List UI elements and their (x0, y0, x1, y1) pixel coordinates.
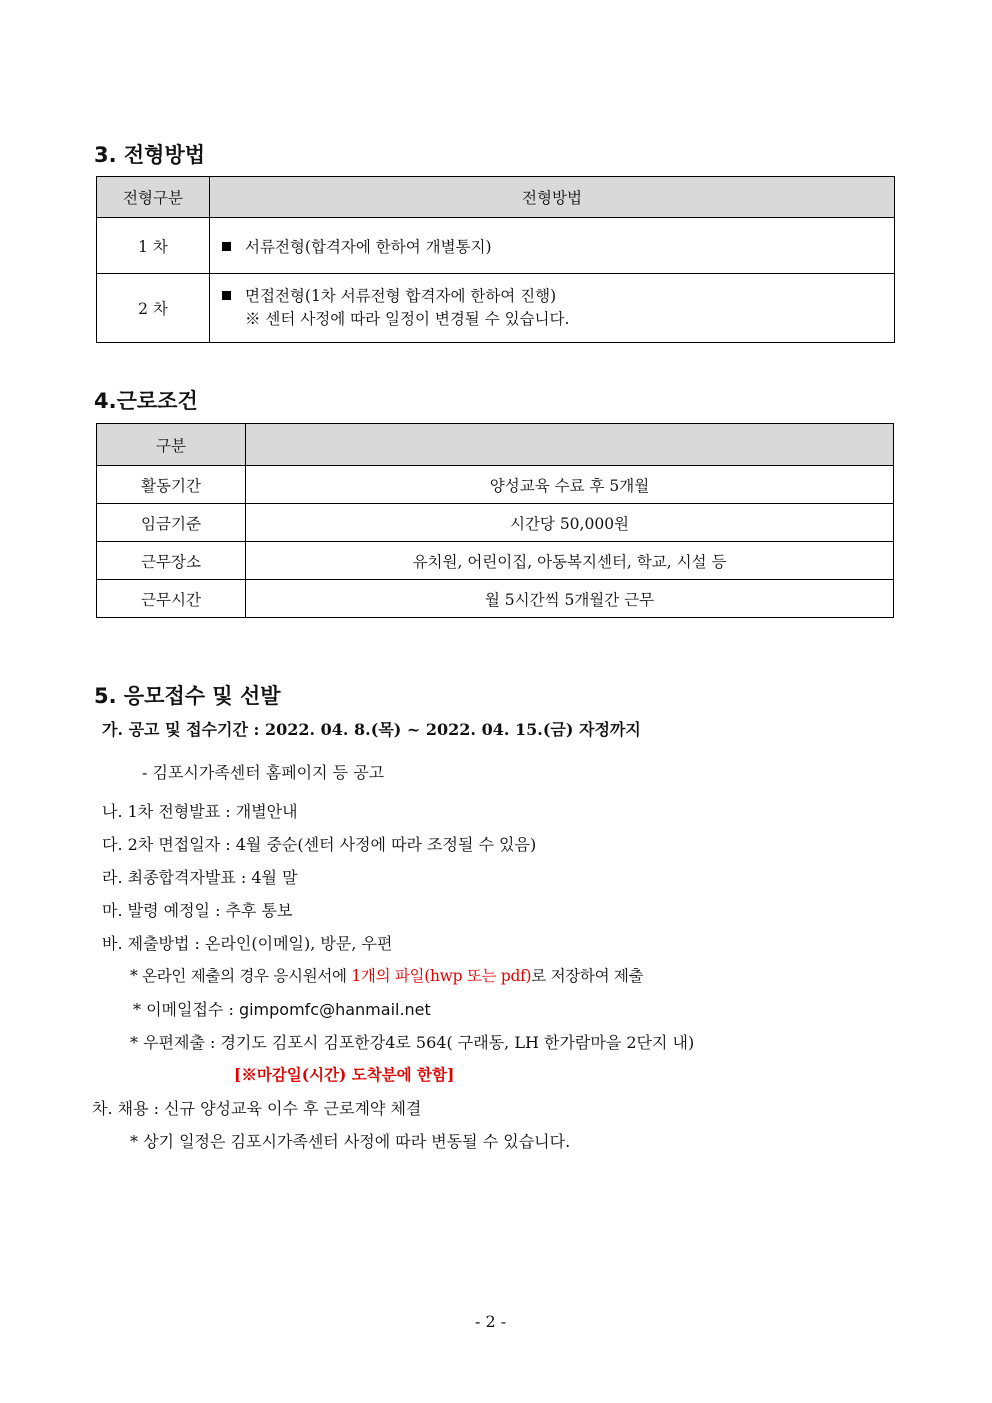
table-row (97, 274, 895, 343)
email-submission (133, 997, 431, 1020)
condition-value: 유치원, 어린이집, 아동복지센터, 학교, 시설 등 (246, 542, 894, 580)
square-bullet-icon (222, 291, 231, 300)
item-cha: 차. 채용 : 신규 양성교육 이수 후 근로계약 체결 (92, 1099, 422, 1118)
table-row (97, 218, 895, 274)
item-ga-sub: - 김포시가족센터 홈페이지 등 공고 (142, 763, 385, 782)
item-ga: 가. 공고 및 접수기간 : 2022. 04. 8.(목) ~ 2022. 04. 15.(금) 자정까지 (102, 720, 641, 739)
condition-value: 양성교육 수료 후 5개월 (246, 466, 894, 504)
stage-cell: 2 차 (97, 274, 210, 343)
method-cell (210, 218, 895, 274)
deadline-note: [※마감일(시간) 도착분에 한함] (234, 1065, 455, 1084)
table-row (97, 504, 894, 542)
table-row (97, 466, 894, 504)
section-3-heading: 3. 전형방법 (94, 143, 206, 167)
method-text: 서류전형(합격자에 한하여 개별통지) (245, 237, 492, 256)
condition-value: 월 5시간씩 5개월간 근무 (246, 580, 894, 618)
condition-label: 근무장소 (97, 542, 246, 580)
table-row (97, 542, 894, 580)
method-cell (210, 274, 895, 343)
online-submission-note (130, 964, 643, 986)
page-number: - 2 - (475, 1312, 507, 1331)
condition-value: 시간당 50,000원 (246, 504, 894, 542)
table-header-method: 전형방법 (210, 177, 895, 218)
condition-label: 임금기준 (97, 504, 246, 542)
item-na: 나. 1차 전형발표 : 개별안내 (102, 802, 298, 821)
item-ra: 라. 최종합격자발표 : 4월 말 (102, 868, 298, 887)
postal-submission: * 우편제출 : 경기도 김포시 김포한강4로 564( 구래동, LH 한가람마을 2단지 내) (130, 1033, 695, 1052)
online-note-prefix: * 온라인 제출의 경우 응시원서에 (130, 967, 352, 985)
work-conditions-table (96, 423, 894, 618)
section-5-heading: 5. 응모접수 및 선발 (94, 684, 281, 708)
table-header-stage: 전형구분 (97, 177, 210, 218)
online-note-highlight: 1개의 파일(hwp 또는 pdf) (351, 967, 532, 985)
email-address: gimpomfc@hanmail.net (238, 1000, 431, 1019)
item-ma: 마. 발령 예정일 : 추후 통보 (102, 901, 293, 920)
method-text: 면접전형(1차 서류전형 합격자에 한하여 진행) (245, 287, 557, 305)
item-da: 다. 2차 면접일자 : 4월 중순(센터 사정에 따라 조정될 수 있음) (102, 835, 537, 854)
email-label: * 이메일접수 : (133, 1000, 239, 1019)
selection-method-table (96, 176, 895, 343)
table-row (97, 580, 894, 618)
condition-label: 근무시간 (97, 580, 246, 618)
section-4-heading: 4.근로조건 (94, 389, 198, 413)
table-header-category: 구분 (97, 424, 246, 466)
schedule-change-note: * 상기 일정은 김포시가족센터 사정에 따라 변동될 수 있습니다. (130, 1132, 571, 1151)
method-note: ※ 센터 사정에 따라 일정이 변경될 수 있습니다. (245, 310, 570, 328)
stage-cell: 1 차 (97, 218, 210, 274)
online-note-suffix: 로 저장하여 제출 (531, 967, 644, 985)
table-header-blank (246, 424, 894, 466)
item-ba: 바. 제출방법 : 온라인(이메일), 방문, 우편 (102, 934, 393, 953)
square-bullet-icon (222, 242, 231, 251)
condition-label: 활동기간 (97, 466, 246, 504)
